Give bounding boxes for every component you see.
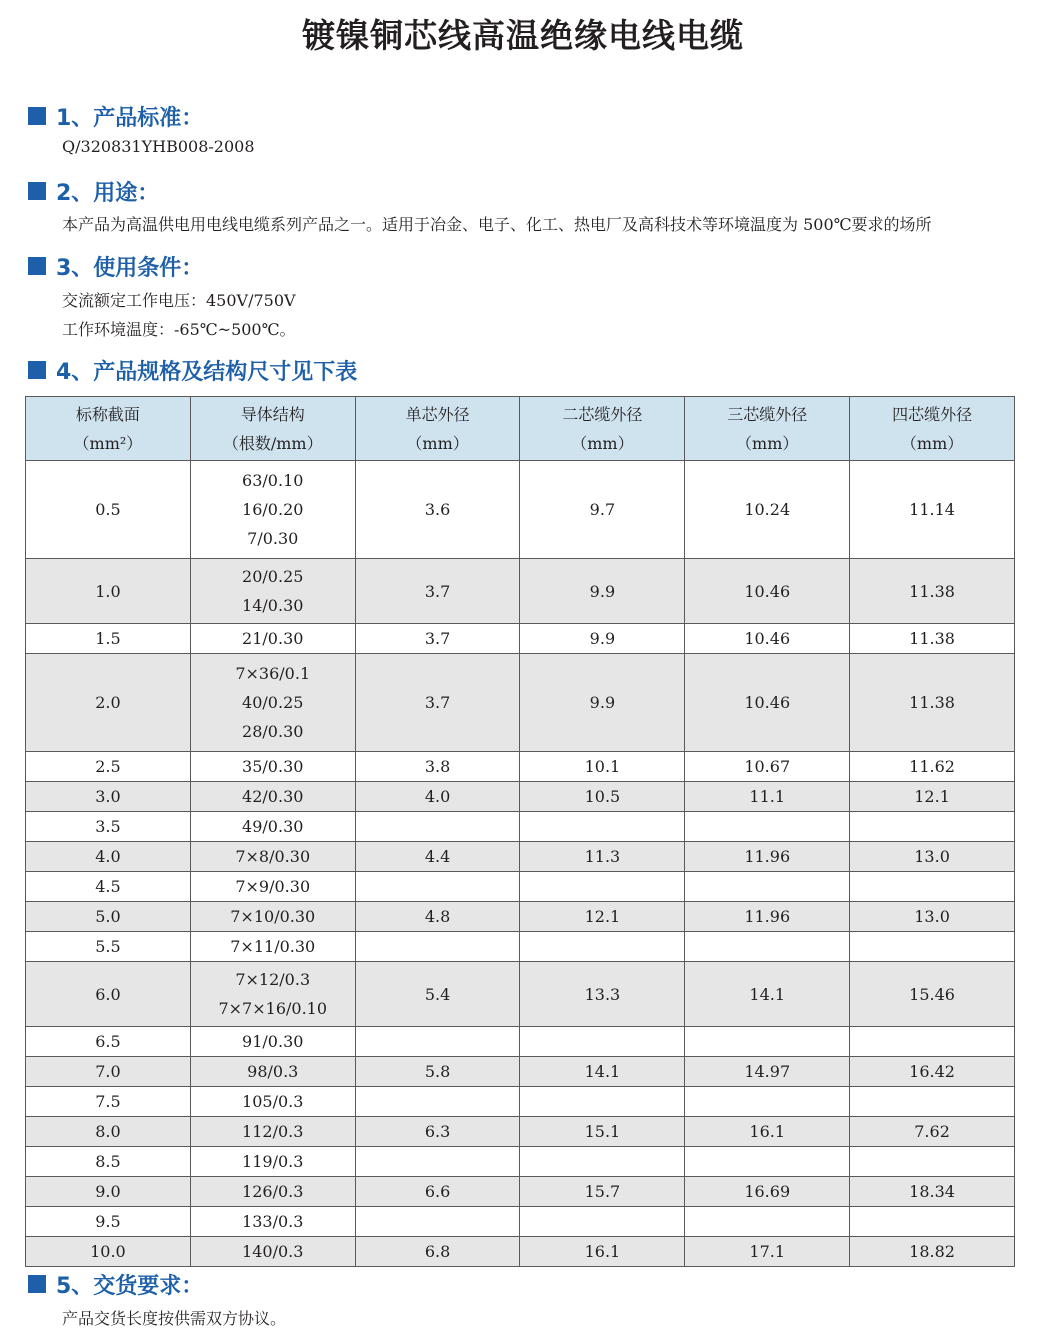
structure-line: 7×9/0.30 (235, 877, 311, 896)
two-core-od-cell: 16.1 (520, 1237, 685, 1267)
three-core-od-cell (685, 1207, 850, 1237)
four-core-od-cell (850, 872, 1015, 902)
single-core-od-cell: 6.8 (355, 1237, 520, 1267)
section-delivery-heading (28, 1269, 203, 1299)
structure-line: 140/0.3 (242, 1242, 304, 1261)
structure-line: 98/0.3 (247, 1062, 299, 1081)
three-core-od-cell: 14.1 (685, 962, 850, 1027)
square-bullet-icon (28, 1275, 46, 1293)
header-single-core-od: 单芯外径 （mm） (355, 397, 520, 461)
structure-cell (190, 654, 355, 752)
structure-line: 21/0.30 (242, 629, 304, 648)
section-cell: 0.5 (26, 461, 191, 559)
structure-line: 20/0.25 (242, 567, 304, 586)
single-core-od-cell (355, 1087, 520, 1117)
usage-text: 本产品为高温供电用电线电缆系列产品之一。适用于冶金、电子、化工、热电厂及高科技术等环境温度为 500℃要求的场所 (62, 215, 932, 234)
two-core-od-cell (520, 812, 685, 842)
table-row (26, 1117, 1015, 1147)
square-bullet-icon (28, 361, 46, 379)
section-cell: 8.5 (26, 1147, 191, 1177)
single-core-od-cell (355, 812, 520, 842)
structure-cell (190, 1117, 355, 1147)
structure-line: 7/0.30 (247, 529, 299, 548)
section-title: 3、使用条件： (56, 255, 204, 281)
two-core-od-cell: 10.1 (520, 752, 685, 782)
two-core-od-cell (520, 1147, 685, 1177)
section-cell: 9.5 (26, 1207, 191, 1237)
structure-line: 7×12/0.3 (235, 970, 311, 989)
structure-cell (190, 902, 355, 932)
three-core-od-cell: 10.46 (685, 559, 850, 624)
structure-cell (190, 461, 355, 559)
section-title: 5、交货要求： (56, 1273, 204, 1299)
structure-line: 14/0.30 (242, 596, 304, 615)
section-cell: 7.0 (26, 1057, 191, 1087)
four-core-od-cell: 11.62 (850, 752, 1015, 782)
header-three-core-od: 三芯缆外径 （mm） (685, 397, 850, 461)
table-row (26, 962, 1015, 1027)
section-cell: 10.0 (26, 1237, 191, 1267)
section-cell: 5.0 (26, 902, 191, 932)
three-core-od-cell: 10.46 (685, 654, 850, 752)
single-core-od-cell: 6.3 (355, 1117, 520, 1147)
two-core-od-cell (520, 932, 685, 962)
table-row (26, 1147, 1015, 1177)
single-core-od-cell: 4.4 (355, 842, 520, 872)
section-cell: 2.5 (26, 752, 191, 782)
structure-line: 7×10/0.30 (230, 907, 316, 926)
page-title: 镀镍铜芯线高温绝缘电线电缆 (302, 16, 744, 55)
table-row (26, 654, 1015, 752)
three-core-od-cell: 14.97 (685, 1057, 850, 1087)
three-core-od-cell (685, 812, 850, 842)
table-row (26, 1237, 1015, 1267)
section-cell: 1.0 (26, 559, 191, 624)
rated-voltage-text: 交流额定工作电压：450V/750V (62, 291, 296, 310)
section-cell: 4.0 (26, 842, 191, 872)
two-core-od-cell (520, 1027, 685, 1057)
table-row (26, 624, 1015, 654)
square-bullet-icon (28, 257, 46, 275)
two-core-od-cell: 9.7 (520, 461, 685, 559)
four-core-od-cell: 11.14 (850, 461, 1015, 559)
standard-code: Q/320831YHB008-2008 (62, 137, 255, 156)
section-usage-heading (28, 176, 159, 206)
section-spec-heading (28, 355, 357, 385)
four-core-od-cell: 12.1 (850, 782, 1015, 812)
three-core-od-cell: 10.46 (685, 624, 850, 654)
section-title: 4、产品规格及结构尺寸见下表 (56, 359, 358, 385)
structure-line: 40/0.25 (242, 693, 304, 712)
section-cell: 6.5 (26, 1027, 191, 1057)
single-core-od-cell: 5.8 (355, 1057, 520, 1087)
two-core-od-cell: 10.5 (520, 782, 685, 812)
structure-cell (190, 1087, 355, 1117)
table-row (26, 1207, 1015, 1237)
four-core-od-cell (850, 1207, 1015, 1237)
square-bullet-icon (28, 107, 46, 125)
header-two-core-od: 二芯缆外径 （mm） (520, 397, 685, 461)
three-core-od-cell: 16.69 (685, 1177, 850, 1207)
single-core-od-cell: 3.7 (355, 654, 520, 752)
square-bullet-icon (28, 182, 46, 200)
single-core-od-cell (355, 1207, 520, 1237)
four-core-od-cell (850, 1087, 1015, 1117)
two-core-od-cell: 11.3 (520, 842, 685, 872)
section-cell: 2.0 (26, 654, 191, 752)
structure-cell (190, 559, 355, 624)
four-core-od-cell: 11.38 (850, 624, 1015, 654)
section-cell: 6.0 (26, 962, 191, 1027)
structure-line: 126/0.3 (242, 1182, 304, 1201)
four-core-od-cell: 11.38 (850, 654, 1015, 752)
structure-line: 28/0.30 (242, 722, 304, 741)
four-core-od-cell: 7.62 (850, 1117, 1015, 1147)
ambient-temperature-text: 工作环境温度：-65℃~500℃。 (62, 320, 296, 339)
four-core-od-cell: 18.82 (850, 1237, 1015, 1267)
structure-cell (190, 1177, 355, 1207)
single-core-od-cell (355, 1027, 520, 1057)
section-title: 1、产品标准： (56, 105, 204, 131)
three-core-od-cell: 10.67 (685, 752, 850, 782)
table-row (26, 812, 1015, 842)
three-core-od-cell (685, 932, 850, 962)
three-core-od-cell (685, 1147, 850, 1177)
section-standard-heading (28, 101, 203, 131)
two-core-od-cell (520, 1087, 685, 1117)
three-core-od-cell: 11.96 (685, 842, 850, 872)
section-cell: 3.5 (26, 812, 191, 842)
structure-line: 7×36/0.1 (235, 664, 311, 683)
section-cell: 9.0 (26, 1177, 191, 1207)
table-row (26, 932, 1015, 962)
single-core-od-cell: 3.8 (355, 752, 520, 782)
structure-line: 7×7×16/0.10 (218, 999, 328, 1018)
section-cell: 4.5 (26, 872, 191, 902)
header-conductor-structure: 导体结构 （根数/mm） (190, 397, 355, 461)
table-row (26, 1177, 1015, 1207)
four-core-od-cell: 18.34 (850, 1177, 1015, 1207)
structure-line: 16/0.20 (242, 500, 304, 519)
structure-line: 7×8/0.30 (235, 847, 311, 866)
structure-line: 105/0.3 (242, 1092, 304, 1111)
section-cell: 3.0 (26, 782, 191, 812)
spec-table (25, 396, 1015, 1267)
two-core-od-cell: 14.1 (520, 1057, 685, 1087)
structure-line: 42/0.30 (242, 787, 304, 806)
section-cell: 8.0 (26, 1117, 191, 1147)
single-core-od-cell (355, 932, 520, 962)
single-core-od-cell: 4.0 (355, 782, 520, 812)
four-core-od-cell: 13.0 (850, 842, 1015, 872)
section-title: 2、用途： (56, 180, 160, 206)
structure-line: 7×11/0.30 (230, 937, 316, 956)
three-core-od-cell (685, 872, 850, 902)
structure-line: 133/0.3 (242, 1212, 304, 1231)
four-core-od-cell (850, 812, 1015, 842)
three-core-od-cell: 11.1 (685, 782, 850, 812)
single-core-od-cell (355, 1147, 520, 1177)
structure-cell (190, 1147, 355, 1177)
table-row (26, 461, 1015, 559)
structure-cell (190, 1027, 355, 1057)
single-core-od-cell: 3.7 (355, 559, 520, 624)
structure-cell (190, 1207, 355, 1237)
two-core-od-cell: 9.9 (520, 654, 685, 752)
four-core-od-cell (850, 1027, 1015, 1057)
three-core-od-cell (685, 1087, 850, 1117)
delivery-text: 产品交货长度按供需双方协议。 (62, 1309, 287, 1328)
header-nominal-section: 标称截面 （mm²） (26, 397, 191, 461)
structure-cell (190, 752, 355, 782)
section-cell: 7.5 (26, 1087, 191, 1117)
structure-cell (190, 872, 355, 902)
table-row (26, 1087, 1015, 1117)
two-core-od-cell: 9.9 (520, 624, 685, 654)
structure-cell (190, 812, 355, 842)
three-core-od-cell: 10.24 (685, 461, 850, 559)
two-core-od-cell: 15.1 (520, 1117, 685, 1147)
section-conditions-heading (28, 251, 203, 281)
structure-cell (190, 782, 355, 812)
structure-cell (190, 962, 355, 1027)
section-cell: 5.5 (26, 932, 191, 962)
single-core-od-cell: 4.8 (355, 902, 520, 932)
three-core-od-cell: 16.1 (685, 1117, 850, 1147)
single-core-od-cell: 3.7 (355, 624, 520, 654)
structure-line: 119/0.3 (242, 1152, 304, 1171)
two-core-od-cell: 12.1 (520, 902, 685, 932)
structure-cell (190, 1237, 355, 1267)
structure-cell (190, 842, 355, 872)
table-row (26, 1027, 1015, 1057)
table-row (26, 1057, 1015, 1087)
four-core-od-cell: 11.38 (850, 559, 1015, 624)
table-row (26, 782, 1015, 812)
table-row (26, 752, 1015, 782)
four-core-od-cell (850, 932, 1015, 962)
structure-line: 35/0.30 (242, 757, 304, 776)
four-core-od-cell (850, 1147, 1015, 1177)
table-row (26, 842, 1015, 872)
structure-cell (190, 932, 355, 962)
single-core-od-cell: 3.6 (355, 461, 520, 559)
four-core-od-cell: 13.0 (850, 902, 1015, 932)
two-core-od-cell: 13.3 (520, 962, 685, 1027)
section-cell: 1.5 (26, 624, 191, 654)
two-core-od-cell (520, 872, 685, 902)
three-core-od-cell (685, 1027, 850, 1057)
four-core-od-cell: 16.42 (850, 1057, 1015, 1087)
single-core-od-cell: 5.4 (355, 962, 520, 1027)
single-core-od-cell (355, 872, 520, 902)
structure-line: 91/0.30 (242, 1032, 304, 1051)
structure-line: 112/0.3 (242, 1122, 304, 1141)
structure-line: 49/0.30 (242, 817, 304, 836)
four-core-od-cell: 15.46 (850, 962, 1015, 1027)
three-core-od-cell: 11.96 (685, 902, 850, 932)
header-four-core-od: 四芯缆外径 （mm） (850, 397, 1015, 461)
single-core-od-cell: 6.6 (355, 1177, 520, 1207)
two-core-od-cell: 15.7 (520, 1177, 685, 1207)
structure-line: 63/0.10 (242, 471, 304, 490)
structure-cell (190, 1057, 355, 1087)
table-row (26, 559, 1015, 624)
table-row (26, 872, 1015, 902)
two-core-od-cell: 9.9 (520, 559, 685, 624)
structure-cell (190, 624, 355, 654)
three-core-od-cell: 17.1 (685, 1237, 850, 1267)
table-row (26, 902, 1015, 932)
table-header-row (26, 397, 1015, 461)
two-core-od-cell (520, 1207, 685, 1237)
